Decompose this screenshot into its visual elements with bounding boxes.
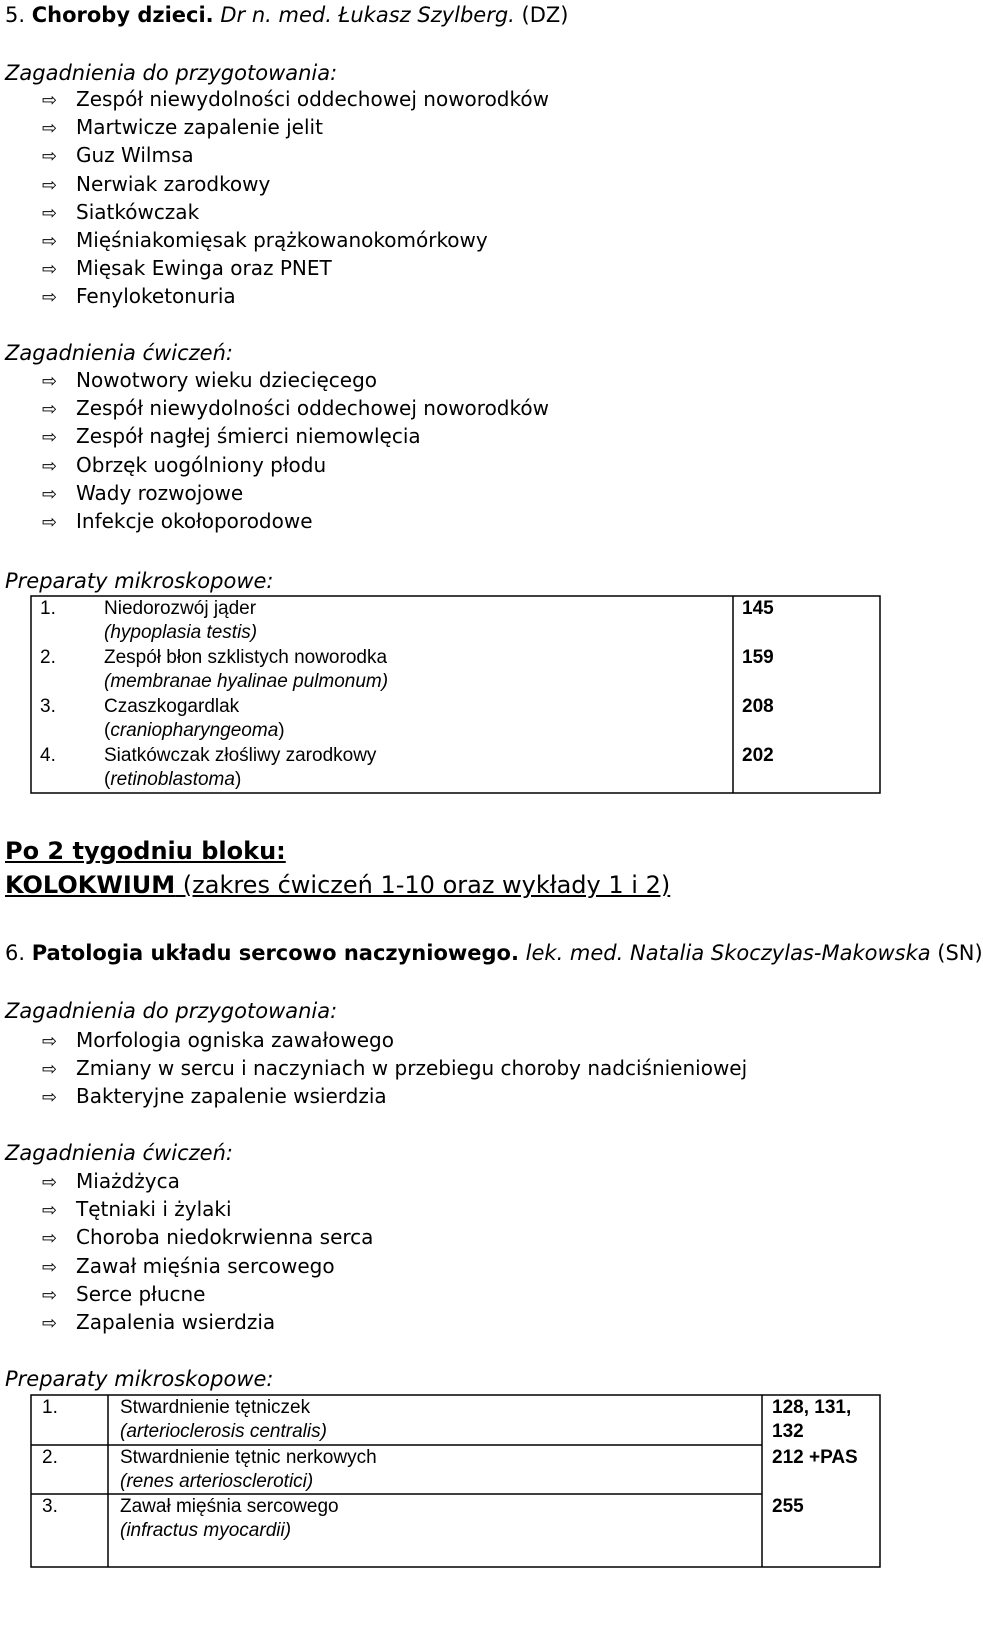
arrow-right-outline-icon: ⇨ — [42, 1031, 58, 1052]
arrow-right-outline-icon: ⇨ — [42, 1200, 58, 1222]
list-item-text: Fenyloketonuria — [76, 284, 236, 309]
arrow-right-outline-icon: ⇨ — [42, 1228, 58, 1250]
slide-name: Zawał mięśnia sercowego — [120, 1496, 339, 1517]
slide-name: Stwardnienie tętniczek — [120, 1397, 311, 1418]
slide-latin-name: (infractus myocardii) — [120, 1520, 292, 1541]
slide-ref-number: 212 +PAS — [772, 1446, 858, 1468]
slide-name: Czaszkogardlak — [104, 696, 240, 717]
slide-ref-number: 255 — [772, 1496, 804, 1517]
colloquium-scope: (zakres ćwiczeń 1-10 oraz wykłady 1 i 2) — [175, 871, 671, 899]
slide-number: 1. — [42, 1397, 58, 1418]
section-title: Choroby dzieci. — [31, 3, 214, 27]
list-item — [42, 1309, 275, 1337]
latin-term: craniopharyngeoma — [110, 720, 279, 741]
slide-latin-name: (renes arteriosclerotici) — [120, 1470, 314, 1492]
slide-number: 2. — [42, 1446, 58, 1468]
slide-ref-number: 202 — [742, 745, 774, 766]
exercise-heading: Zagadnienia ćwiczeń: — [5, 1141, 233, 1165]
colloquium-line2 — [5, 870, 670, 900]
slide-number: 4. — [40, 745, 56, 766]
slide-ref-number: 128, 131, — [772, 1397, 852, 1418]
list-item — [42, 1281, 205, 1309]
section6-header — [5, 940, 983, 966]
arrow-right-outline-icon: ⇨ — [42, 1059, 58, 1081]
list-item-text: Choroba niedokrwienna serca — [76, 1225, 374, 1250]
arrow-right-outline-icon: ⇨ — [42, 231, 58, 252]
paren-open: ( — [104, 769, 111, 790]
exercise-heading: Zagadnienia ćwiczeń: — [5, 341, 233, 365]
arrow-right-outline-icon: ⇨ — [42, 1313, 58, 1334]
slide-ref-number: 208 — [742, 696, 774, 717]
list-item-text: Zespół niewydolności oddechowej noworodków — [76, 87, 549, 111]
lecturer-title: lek. med. — [525, 941, 624, 965]
slide-name: Stwardnienie tętnic nerkowych — [120, 1446, 377, 1468]
slide-name: Zespół błon szklistych noworodka — [104, 647, 388, 668]
arrow-right-outline-icon: ⇨ — [42, 202, 58, 224]
list-item-text: Obrzęk uogólniony płodu — [76, 452, 327, 477]
arrow-right-outline-icon: ⇨ — [42, 174, 58, 196]
list-item — [42, 1196, 232, 1224]
arrow-right-outline-icon: ⇨ — [42, 427, 58, 449]
list-item — [42, 1253, 335, 1281]
arrow-right-outline-icon: ⇨ — [42, 118, 58, 140]
lecturer: Dr n. med. Łukasz Szylberg. — [220, 3, 515, 27]
list-item — [42, 1055, 747, 1083]
slide-ref-number: 145 — [742, 598, 774, 619]
list-item-text: Mięśniakomięsak prążkowanokomórkowy — [76, 228, 488, 252]
arrow-right-outline-icon: ⇨ — [42, 259, 58, 281]
slide-latin-name — [104, 768, 241, 792]
arrow-right-outline-icon: ⇨ — [42, 1256, 58, 1278]
slide-number: 3. — [40, 696, 56, 717]
arrow-right-outline-icon: ⇨ — [42, 399, 58, 421]
list-item-text: Martwicze zapalenie jelit — [76, 115, 323, 140]
arrow-right-outline-icon: ⇨ — [42, 371, 58, 392]
list-item-text: Zapalenia wsierdzia — [76, 1310, 276, 1334]
latin-term: retinoblastoma — [110, 769, 235, 790]
list-item-text: Nowotwory wieku dziecięcego — [76, 368, 378, 392]
section-code: (DZ) — [521, 3, 569, 27]
slide-name: Siatkówczak złośliwy zarodkowy — [104, 745, 377, 766]
list-item-text: Serce płucne — [76, 1281, 206, 1306]
list-item-text: Wady rozwojowe — [76, 480, 244, 505]
arrow-right-outline-icon: ⇨ — [42, 1087, 58, 1109]
list-item-text: Zmiany w sercu i naczyniach w przebiegu choroby nadciśnieniowej — [76, 1056, 748, 1081]
paren-close: ) — [234, 769, 242, 790]
prep-heading: Zagadnienia do przygotowania: — [5, 999, 338, 1023]
arrow-right-outline-icon: ⇨ — [42, 146, 58, 168]
section-number: 6. — [5, 941, 26, 965]
arrow-right-outline-icon: ⇨ — [42, 1284, 58, 1306]
prep-heading: Zagadnienia do przygotowania: — [5, 61, 338, 85]
list-item-text: Infekcje okołoporodowe — [76, 509, 313, 533]
list-item-text: Zespół nagłej śmierci niemowlęcia — [76, 424, 421, 449]
list-item-text: Tętniaki i żylaki — [76, 1197, 232, 1222]
arrow-right-outline-icon: ⇨ — [42, 287, 58, 309]
colloquium-line1: Po 2 tygodniu bloku: — [5, 837, 286, 865]
paren-open: ( — [104, 720, 111, 741]
colloquium-label: KOLOKWIUM — [5, 871, 176, 899]
list-item-text: Nerwiak zarodkowy — [76, 171, 271, 196]
list-item-text: Mięsak Ewinga oraz PNET — [76, 256, 332, 281]
slide-latin-name: (hypoplasia testis) — [104, 622, 258, 643]
arrow-right-outline-icon: ⇨ — [42, 90, 58, 111]
list-item — [42, 1168, 180, 1196]
arrow-right-outline-icon: ⇨ — [42, 483, 58, 505]
slide-name: Niedorozwój jąder — [104, 598, 257, 619]
slides-heading: Preparaty mikroskopowe: — [5, 1367, 274, 1391]
section-number: 5. — [5, 3, 26, 27]
list-item-text: Miażdżyca — [76, 1169, 180, 1193]
slide-latin-name: (membranae hyalinae pulmonum) — [104, 671, 389, 692]
arrow-right-outline-icon: ⇨ — [42, 455, 58, 477]
slide-ref-number: 159 — [742, 647, 774, 668]
slide-ref-number-cont: 132 — [772, 1421, 804, 1442]
list-item-text: Guz Wilmsa — [76, 143, 194, 168]
arrow-right-outline-icon: ⇨ — [42, 1172, 58, 1193]
list-item-text: Siatkówczak — [76, 199, 200, 224]
arrow-right-outline-icon: ⇨ — [42, 512, 58, 533]
list-item-text: Zawał mięśnia sercowego — [76, 1253, 335, 1278]
lecturer-name: Natalia Skoczylas-Makowska — [630, 941, 931, 965]
slide-number: 1. — [40, 598, 56, 619]
slide-number: 3. — [42, 1496, 58, 1517]
list-item — [42, 1224, 373, 1252]
list-item-text: Zespół niewydolności oddechowej noworodków — [76, 396, 549, 421]
list-item — [42, 1027, 394, 1055]
list-item — [42, 1083, 387, 1111]
slides-heading: Preparaty mikroskopowe: — [5, 569, 274, 593]
list-item-text: Bakteryjne zapalenie wsierdzia — [76, 1084, 387, 1109]
slide-latin-name — [104, 719, 285, 743]
section-title: Patologia układu sercowo naczyniowego. — [31, 941, 519, 965]
slide-number: 2. — [40, 647, 56, 668]
slide-latin-name: (arterioclerosis centralis) — [120, 1421, 327, 1442]
list-item-text: Morfologia ogniska zawałowego — [76, 1028, 394, 1052]
paren-close: ) — [278, 720, 285, 741]
section-code: (SN) — [937, 941, 983, 965]
